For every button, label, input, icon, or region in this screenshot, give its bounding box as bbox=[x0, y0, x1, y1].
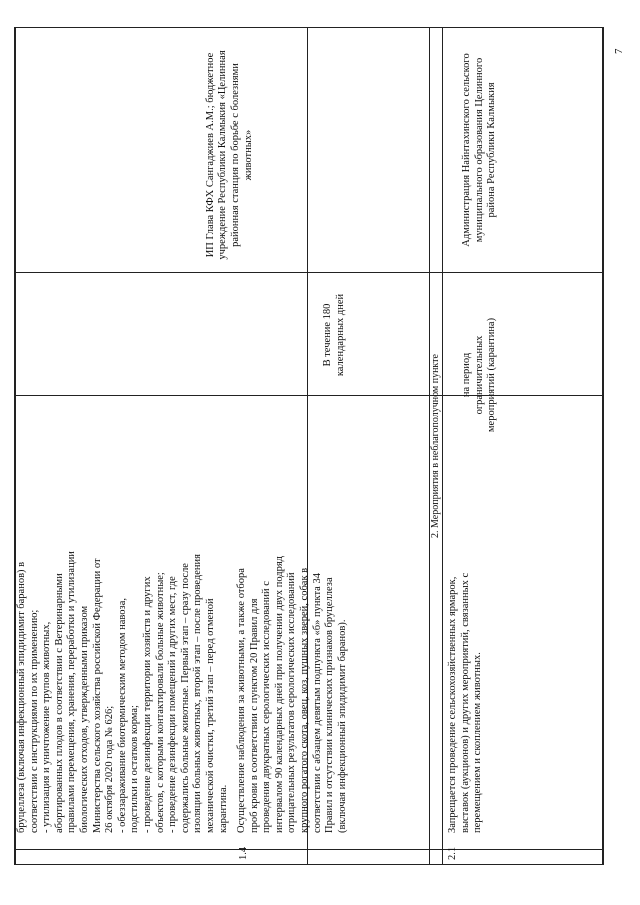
text-line: изоляции больных животных, второй этап – после проведения bbox=[192, 554, 204, 833]
text-line: - обеззараживание биотермическим методом навоза, bbox=[116, 598, 128, 833]
text-line: Министерства сельского хозяйства российской Федерации от bbox=[91, 558, 103, 833]
text-line: соответствии с абзацем девятым подпункта «б» пункта 34 bbox=[311, 573, 323, 833]
text-line: абортированных плодов в соответствии с Ветеринарными bbox=[53, 573, 65, 833]
row-1-3-description bbox=[16, 463, 229, 833]
section-2-title: 2. Мероприятия в неблагополучном пункте bbox=[430, 354, 442, 538]
text-line: бруцеллеза (включая инфекционный эпидидимит баранов) в bbox=[16, 561, 27, 833]
row-2-1-responsible: Администрация Найнтахинского сельского муниципального образования Целинного района Республики Калмыкия bbox=[461, 53, 498, 247]
row-2-1-number: 2.1 bbox=[447, 846, 458, 860]
text-line: крупного рогатого скота, овец, коз, пушных зверей, собак в bbox=[298, 567, 310, 833]
text-line: Запрещается проведение сельскохозяйственных ярмарок, bbox=[447, 576, 458, 833]
row-2-1-term: на период ограничительных мероприятий (карантина) bbox=[461, 317, 498, 433]
text-line: подстилки и остатков корма; bbox=[129, 705, 141, 833]
text-line: содержались больные животные. Первый этап – сразу после bbox=[179, 563, 191, 833]
text-line: соответствии с инструкциями по их применению; bbox=[28, 609, 40, 833]
row-1-4-number: 1.4 bbox=[238, 846, 249, 860]
grid-line bbox=[603, 27, 604, 865]
text-line: интервалом 90 календарных дней при получении двух подряд bbox=[273, 555, 285, 833]
text-line: карантина. bbox=[217, 784, 229, 833]
text-line: отрицательных результатов серологических исследований bbox=[286, 572, 298, 833]
row-1-4-term: В течение 180 календарных дней bbox=[322, 293, 346, 377]
text-line: - утилизация и уничтожение трупов животных, bbox=[41, 621, 53, 833]
row-1-3-responsible: ИП Глава КФХ Сангаджиев А.М.; бюджетное учреждение Республики Калмыкия «Целинная районная станция по борьбе с болезнями животных» bbox=[204, 50, 254, 260]
text-line: выставок (аукционов) и других мероприятий, связанных с bbox=[459, 572, 471, 833]
text-line: (включая инфекционный эпидидимит баранов). bbox=[336, 619, 348, 833]
text-line: Осуществление наблюдения за животными, а также отбора bbox=[236, 568, 247, 833]
text-line: правилами перемещения, хранения, переработки и утилизации bbox=[66, 551, 78, 833]
row-1-4-description bbox=[236, 463, 356, 833]
row-2-1-description bbox=[447, 463, 507, 833]
text-line: - проведение дезинфекции территории хозяйств и других bbox=[141, 576, 153, 833]
text-line: объектов, с которыми контактировали больные животные; bbox=[154, 572, 166, 833]
text-line: - проведение дезинфекции помещений и других мест, где bbox=[167, 576, 179, 833]
text-line: биологических отходов, утвержденными приказом bbox=[78, 605, 90, 833]
text-line: 26 октября 2020 года № 626; bbox=[104, 705, 116, 833]
text-line: проб крови в соответствии с пунктом 20 Правил для bbox=[248, 598, 260, 833]
text-line: проведения двукратных серологических исследований с bbox=[261, 581, 273, 833]
text-line: перемещением и скоплением животных. bbox=[472, 652, 484, 833]
grid-line bbox=[14, 27, 15, 865]
text-line: механической очистки, третий этап – перед отменой bbox=[204, 598, 216, 833]
page-number: 7 bbox=[613, 48, 625, 54]
text-line: Правил и отсутствии клинических признаков бруцеллеза bbox=[324, 577, 336, 833]
